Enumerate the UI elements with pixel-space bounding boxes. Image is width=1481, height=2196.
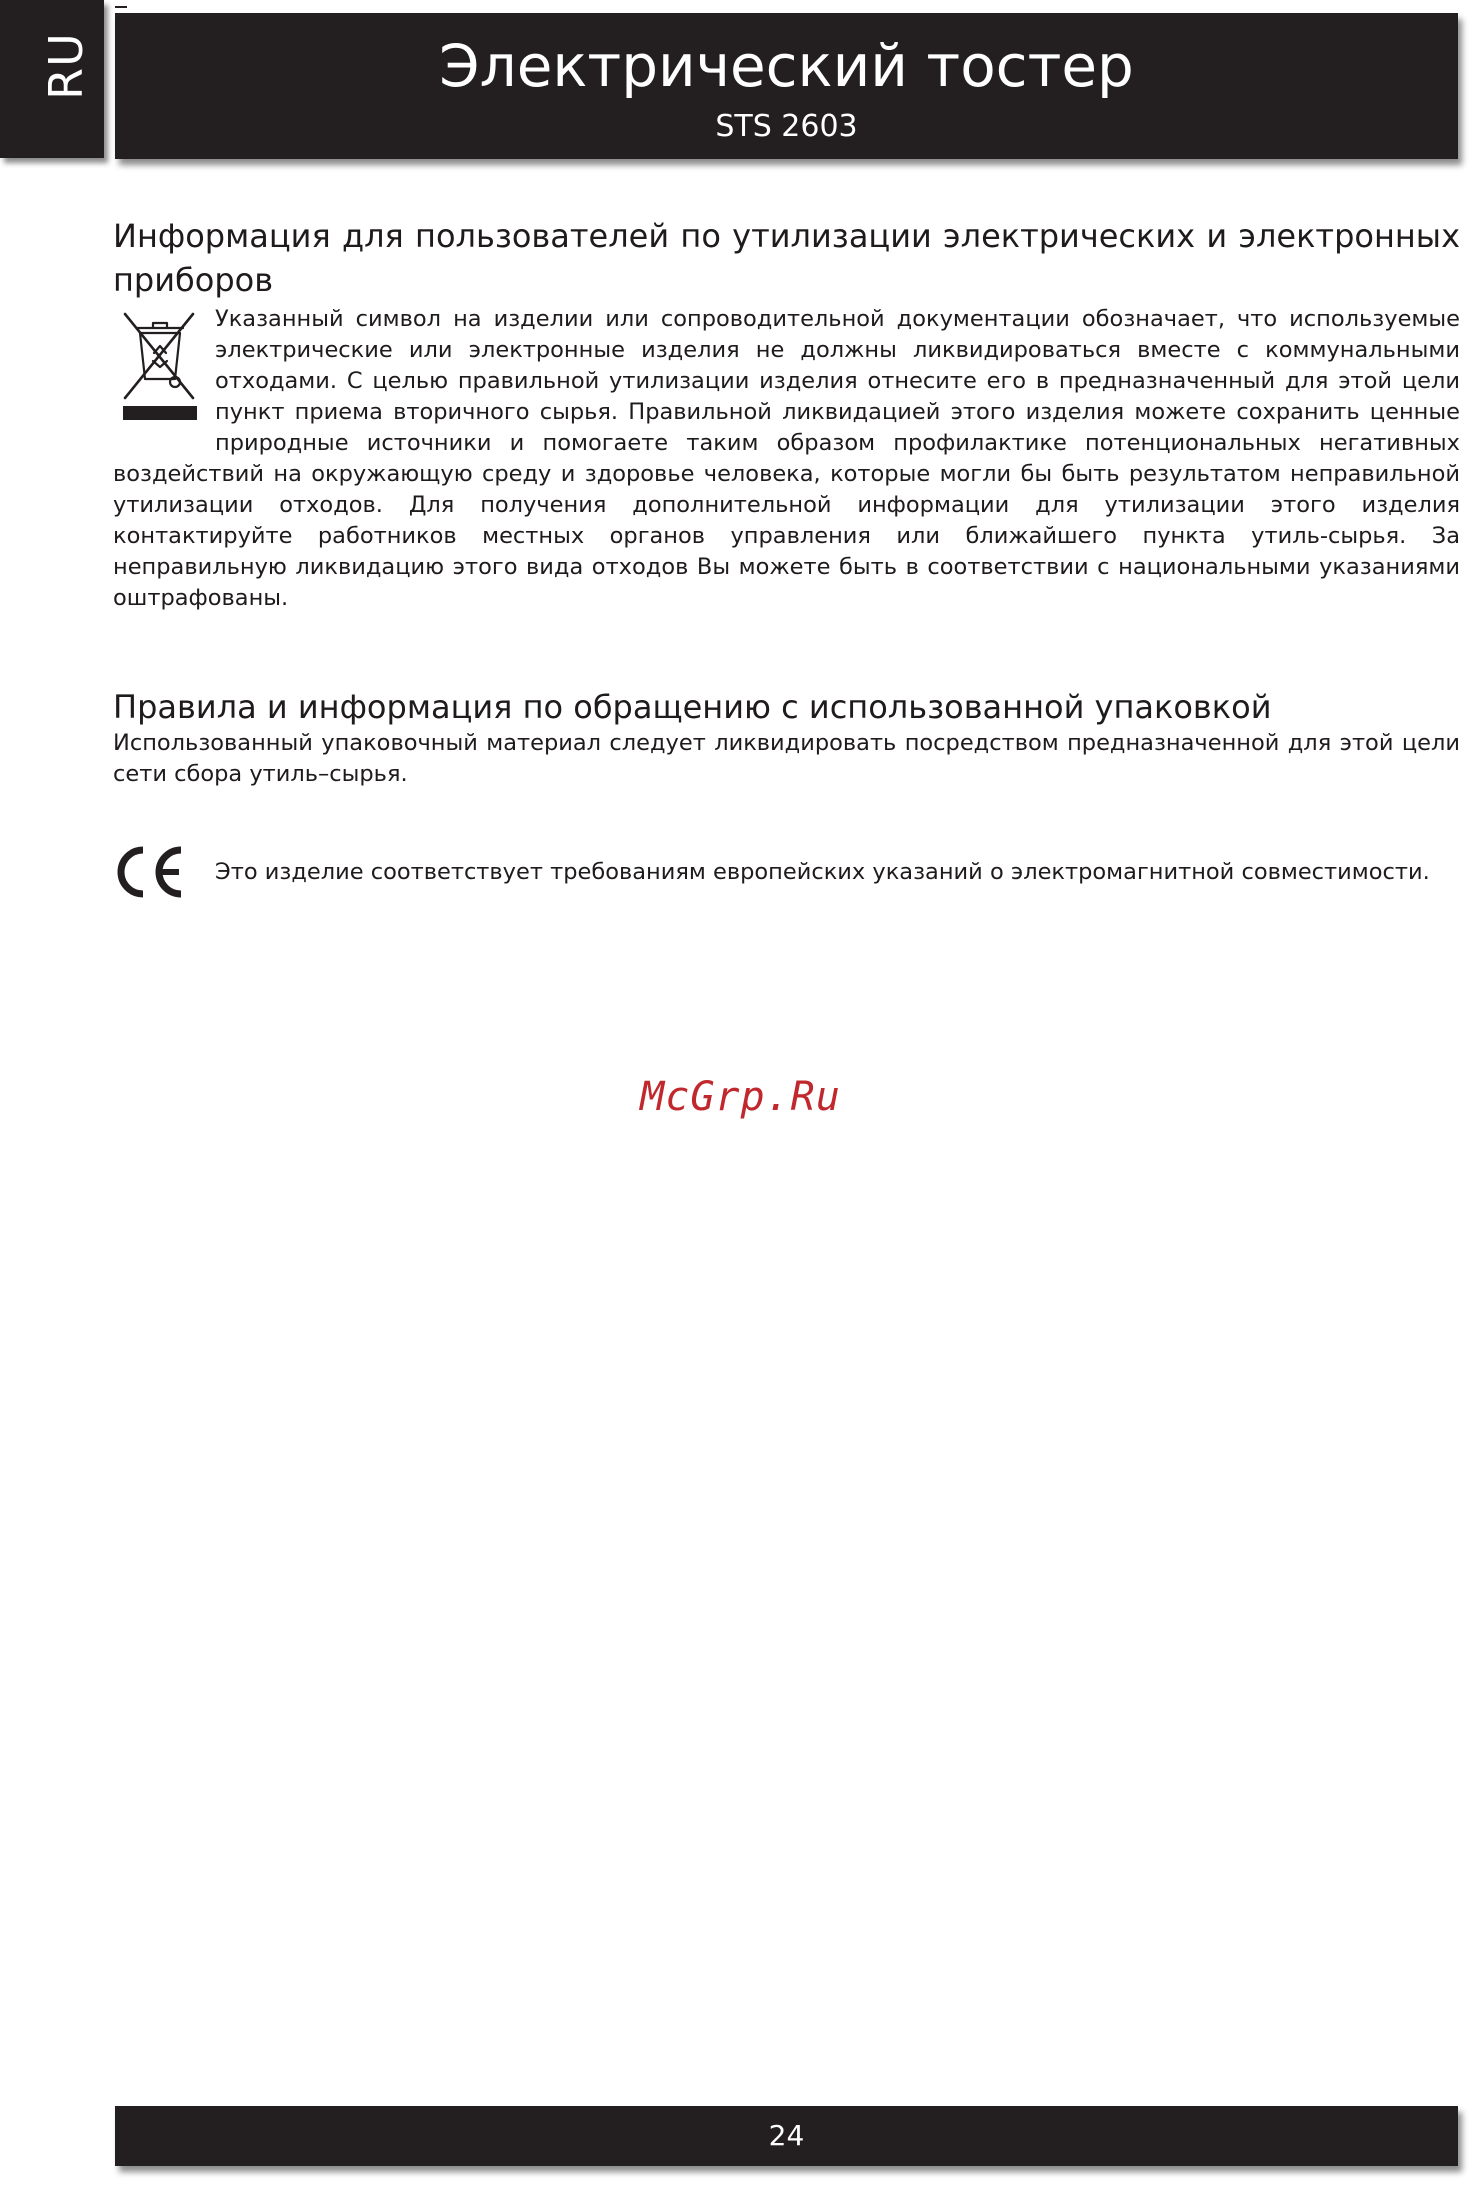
model-number: STS 2603 — [715, 109, 858, 144]
ce-mark-icon — [113, 844, 187, 900]
weee-heading: Информация для пользователей по утилизации электрических и электронных приборов — [113, 217, 1460, 299]
page-content — [113, 214, 1460, 900]
language-tab — [0, 0, 104, 158]
weee-text: Указанный символ на изделии или сопроводительной документации обозначает, что используемые электрические или электронные изделия не должны ликвидироваться вместе с коммунальными отходами. С целью правильной утилизации изделия отнесите его в предназначенный для этой цели пункт приема вторичного сырья. Правильной ликвидацией этого изделия можете сохранить ценные природные источники и помогаете таким образом профилактике потенциональных негативных воздействий на окружающую среду и здоровье человека, которые могли бы быть результатом неправильной утилизации отходов. Для получения дополнительной информации для утилизации этого изделия контактируйте работников местных органов управления или ближайшего пункта утиль-сырья. За неправильную ликвидацию этого вида отходов Вы можете быть в соответствии с национальными указаниями оштрафованы. — [113, 306, 1460, 611]
footer-bar — [115, 2106, 1458, 2166]
page-title: Электрический тостер — [439, 32, 1134, 100]
weee-block — [113, 304, 1460, 614]
crop-mark — [115, 6, 127, 8]
packaging-text: Использованный упаковочный материал следует ликвидировать посредством предназначенной для этой цели сети сбора утиль–сырья. — [113, 730, 1460, 787]
ce-text: Это изделие соответствует требованиям европейских указаний о электромагнитной совместимости. — [215, 858, 1430, 885]
page-number: 24 — [768, 2119, 805, 2152]
header-bar — [115, 13, 1458, 159]
packaging-section — [113, 686, 1460, 790]
ce-compliance-row — [113, 844, 1460, 900]
weee-section — [113, 214, 1460, 614]
packaging-heading: Правила и информация по обращению с использованной упаковкой — [113, 688, 1272, 726]
crossed-out-wheelie-bin-icon — [113, 306, 205, 426]
watermark: McGrp.Ru — [640, 1074, 841, 1120]
language-tab-label: RU — [39, 32, 93, 100]
